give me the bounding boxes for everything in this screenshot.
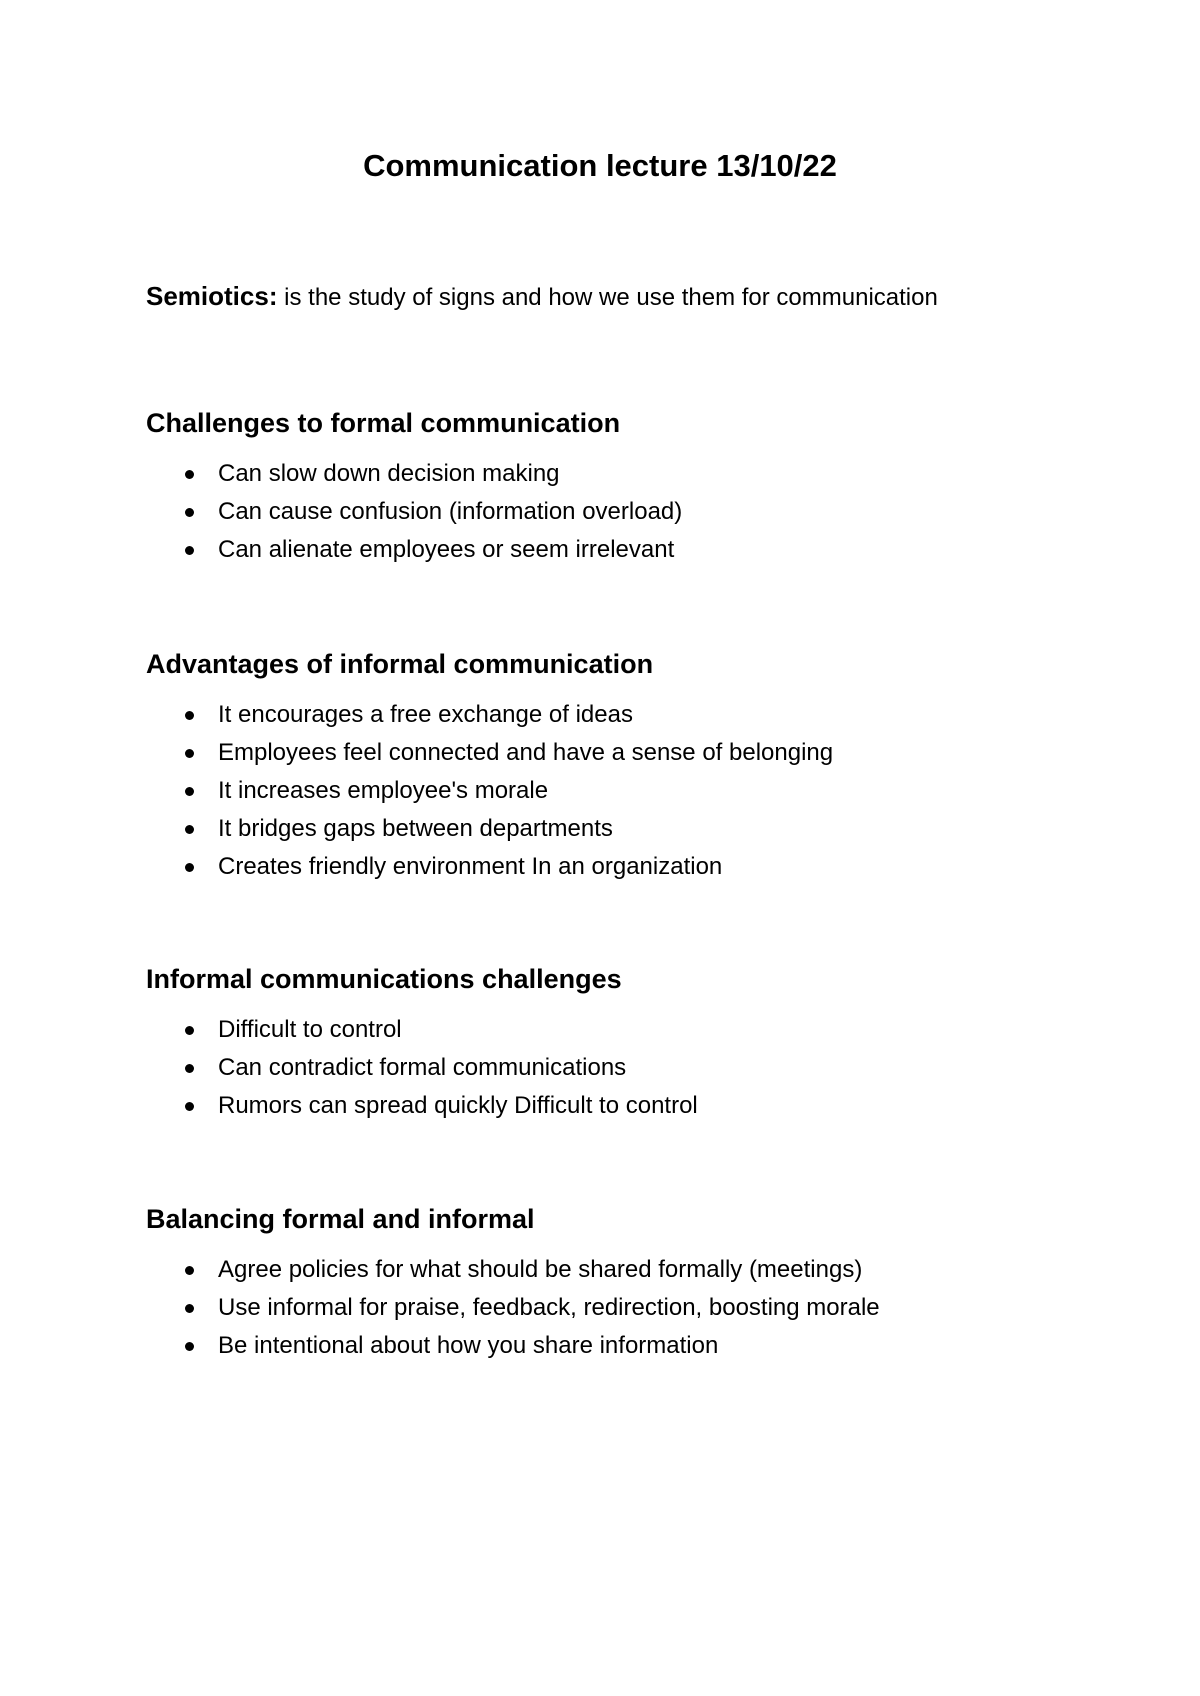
list-item-text: It increases employee's morale bbox=[218, 777, 549, 804]
list-item bbox=[146, 1327, 1146, 1365]
list-item-text: It bridges gaps between departments bbox=[218, 815, 613, 842]
bullet-icon bbox=[185, 1026, 194, 1035]
bullet-list bbox=[146, 1251, 1146, 1365]
bullet-list bbox=[146, 696, 1146, 886]
section-informal-challenges bbox=[146, 961, 1146, 1125]
section-balancing bbox=[146, 1201, 1146, 1365]
list-item bbox=[146, 696, 1146, 734]
definition-term: Semiotics: bbox=[146, 281, 278, 311]
section-heading: Informal communications challenges bbox=[146, 964, 622, 994]
list-item bbox=[146, 810, 1146, 848]
list-item bbox=[146, 1087, 1146, 1125]
bullet-icon bbox=[185, 825, 194, 834]
section-challenges-formal bbox=[146, 405, 1146, 569]
list-item-text: Can contradict formal communications bbox=[218, 1054, 627, 1081]
bullet-icon bbox=[185, 1304, 194, 1313]
semiotics-definition bbox=[146, 280, 938, 314]
list-item bbox=[146, 1049, 1146, 1087]
bullet-list bbox=[146, 455, 1146, 569]
list-item bbox=[146, 772, 1146, 810]
list-item bbox=[146, 1011, 1146, 1049]
definition-text: is the study of signs and how we use them for communication bbox=[277, 284, 938, 311]
bullet-icon bbox=[185, 546, 194, 555]
list-item-text: Be intentional about how you share information bbox=[218, 1332, 719, 1359]
list-item bbox=[146, 734, 1146, 772]
section-heading: Advantages of informal communication bbox=[146, 649, 654, 679]
list-item-text: Can alienate employees or seem irrelevant bbox=[218, 536, 675, 563]
list-item bbox=[146, 848, 1146, 886]
bullet-icon bbox=[185, 1064, 194, 1073]
bullet-icon bbox=[185, 749, 194, 758]
list-item-text: Employees feel connected and have a sense of belonging bbox=[218, 739, 834, 766]
bullet-icon bbox=[185, 470, 194, 479]
list-item bbox=[146, 455, 1146, 493]
bullet-icon bbox=[185, 1102, 194, 1111]
list-item-text: Can cause confusion (information overload) bbox=[218, 498, 683, 525]
bullet-icon bbox=[185, 711, 194, 720]
bullet-list bbox=[146, 1011, 1146, 1125]
bullet-icon bbox=[185, 787, 194, 796]
list-item-text: Difficult to control bbox=[218, 1016, 402, 1043]
bullet-icon bbox=[185, 1266, 194, 1275]
list-item-text: Creates friendly environment In an organization bbox=[218, 853, 723, 880]
list-item bbox=[146, 493, 1146, 531]
section-heading: Challenges to formal communication bbox=[146, 408, 621, 438]
bullet-icon bbox=[185, 1342, 194, 1351]
bullet-icon bbox=[185, 863, 194, 872]
list-item bbox=[146, 531, 1146, 569]
list-item bbox=[146, 1289, 1146, 1327]
bullet-icon bbox=[185, 508, 194, 517]
list-item-text: It encourages a free exchange of ideas bbox=[218, 701, 633, 728]
list-item-text: Can slow down decision making bbox=[218, 460, 560, 487]
list-item bbox=[146, 1251, 1146, 1289]
list-item-text: Use informal for praise, feedback, redirection, boosting morale bbox=[218, 1294, 880, 1321]
page-title: Communication lecture 13/10/22 bbox=[363, 148, 837, 183]
section-heading: Balancing formal and informal bbox=[146, 1204, 535, 1234]
list-item-text: Rumors can spread quickly Difficult to control bbox=[218, 1092, 698, 1119]
list-item-text: Agree policies for what should be shared formally (meetings) bbox=[218, 1256, 863, 1283]
section-advantages-informal bbox=[146, 646, 1146, 886]
